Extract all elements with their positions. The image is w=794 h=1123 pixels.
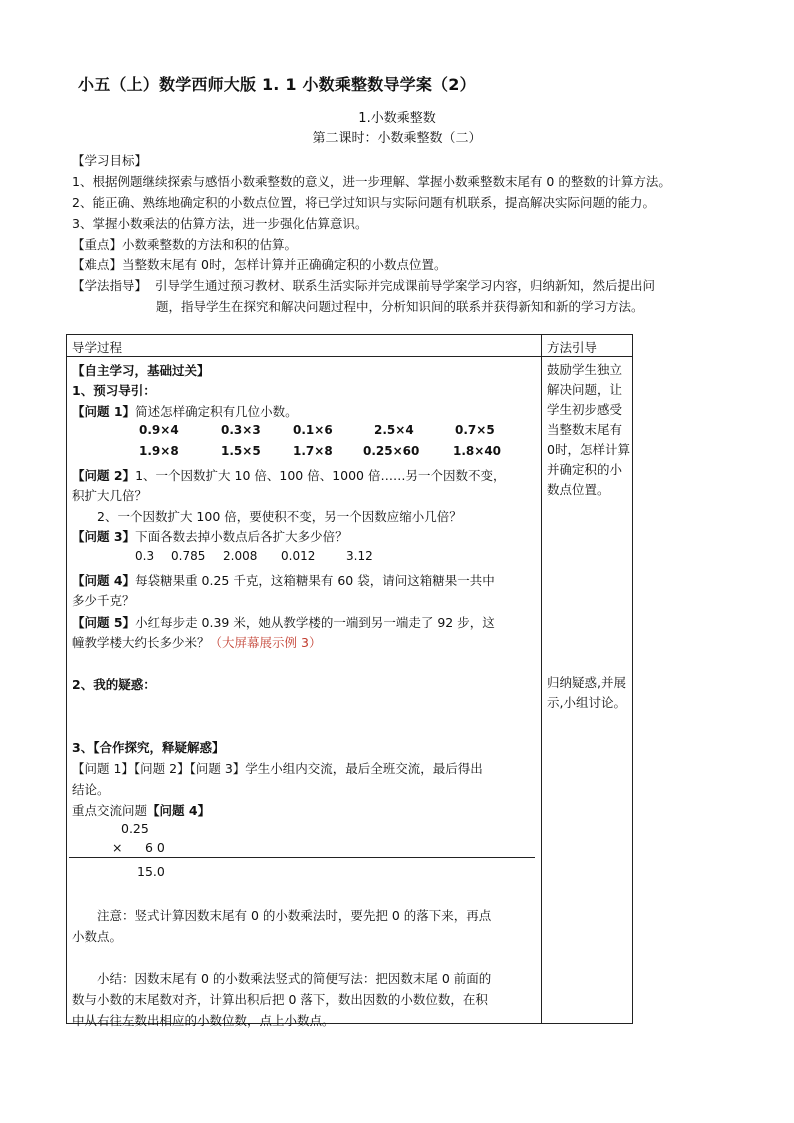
- question-3-label: 【问题 3】: [72, 529, 136, 544]
- document-title: 小五（上）数学西师大版 1. 1 小数乘整数导学案（2）: [78, 75, 476, 94]
- expression: 0.9×4: [139, 423, 179, 437]
- focus-question-label: 【问题 4】: [147, 803, 211, 818]
- question-1-label: 【问题 1】: [72, 404, 136, 419]
- question-2-text-2: 积扩大几倍？: [72, 488, 148, 503]
- method-note-1: 鼓励学生独立解决问题，让学生初步感受当整数末尾有 0时，怎样计算并确定积的小数点位置。: [547, 362, 630, 497]
- question-3: [72, 527, 348, 545]
- calc-multiplicand: 0.25: [121, 821, 149, 836]
- focus-question: [72, 801, 210, 819]
- calc-result: 15.0: [137, 864, 165, 879]
- number: 0.785: [171, 549, 206, 563]
- question-4: [72, 571, 495, 589]
- col-header-method: 方法引导: [547, 340, 598, 355]
- coop-text-1: 【问题 1】【问题 2】【问题 3】学生小组内交流，最后全班交流，最后得出: [72, 761, 483, 776]
- expression: 0.1×6: [293, 423, 333, 437]
- difficult-point-label: 【难点】: [72, 257, 123, 272]
- section-self-study: 【自主学习，基础过关】: [72, 363, 210, 378]
- expression: 1.9×8: [139, 444, 179, 458]
- calc-operator: ×: [112, 840, 123, 855]
- question-5-text-1: 小红每步走 0.39 米，她从教学楼的一端到另一端走了 92 步，这: [135, 615, 495, 630]
- section-cooperative-title: 【合作探究，释疑解惑】: [93, 740, 225, 755]
- my-doubts: 2、我的疑惑：: [72, 677, 156, 692]
- header-divider: [67, 356, 632, 357]
- q3-numbers-row: [135, 549, 373, 563]
- lesson-subtitle: 第二课时：小数乘整数（二）: [312, 131, 482, 146]
- question-2-label: 【问题 2】: [72, 468, 136, 483]
- section-cooperative: [72, 738, 224, 756]
- question-2: [72, 466, 506, 484]
- summary-text-2: 数与小数的末尾数对齐，计算出积后把 0 落下，数出因数的小数位数，在积: [72, 992, 488, 1007]
- difficult-point-text: 当整数末尾有 0时，怎样计算并正确确定积的小数点位置。: [122, 257, 447, 272]
- q1-expressions-row-2: [139, 444, 501, 458]
- expression: 1.8×40: [453, 444, 502, 458]
- number: 0.3: [135, 549, 155, 563]
- expression: 1.5×5: [221, 444, 261, 458]
- focus-question-prefix: 重点交流问题: [72, 803, 148, 818]
- expression: 1.7×8: [293, 444, 333, 458]
- expression: 0.25×60: [363, 444, 420, 458]
- column-divider: [541, 335, 542, 1023]
- number: 2.008: [223, 549, 258, 563]
- expression: 2.5×4: [374, 423, 414, 437]
- summary-text-3: 中从右往左数出相应的小数位数，点上小数点。: [72, 1013, 335, 1028]
- method-guidance-text-2: 题，指导学生在探究和解决问题过程中，分析知识间的联系并获得新知和新的学习方法。: [156, 299, 644, 314]
- guide-table: [66, 334, 633, 1028]
- col-header-process: 导学过程: [72, 340, 123, 355]
- expression: 0.7×5: [455, 423, 495, 437]
- key-point-label: 【重点】: [72, 237, 123, 252]
- calc-divider: [69, 857, 535, 858]
- question-5-text-2: [72, 633, 321, 651]
- q1-expressions-row-1: [139, 423, 495, 437]
- key-point-text: 小数乘整数的方法和积的估算。: [122, 237, 298, 252]
- preview-guide: 1、预习导引：: [72, 383, 156, 398]
- coop-text-2: 结论。: [72, 782, 110, 797]
- question-5-label: 【问题 5】: [72, 615, 136, 630]
- question-1: [72, 402, 298, 420]
- question-4-text-2: 多少千克？: [72, 593, 135, 608]
- objective-1: 1、根据例题继续探索与感悟小数乘整数的意义，进一步理解、掌握小数乘整数末尾有 0 的整数的计算方法。: [72, 174, 671, 189]
- question-2-text-1: 1、一个因数扩大 10 倍、100 倍、1000 倍……另一个因数不变，: [135, 468, 506, 483]
- question-4-label: 【问题 4】: [72, 573, 136, 588]
- number: 3.12: [346, 549, 373, 563]
- question-5: [72, 613, 495, 631]
- summary-text-1: 小结：因数末尾有 0 的小数乘法竖式的简便写法：把因数末尾 0 前面的: [97, 971, 492, 986]
- question-1-text: 简述怎样确定积有几位小数。: [135, 404, 298, 419]
- expression: 0.3×3: [221, 423, 261, 437]
- question-5-text-2-main: 幢教学楼大约长多少米？: [72, 635, 210, 650]
- method-note-2: 归纳疑惑,并展示,小组讨论。: [547, 675, 626, 710]
- number: 0.012: [281, 549, 316, 563]
- difficult-point: [72, 255, 446, 273]
- question-4-text-1: 每袋糖果重 0.25 千克，这箱糖果有 60 袋，请问这箱糖果一共中: [135, 573, 495, 588]
- calc-multiplier: 6 0: [145, 840, 165, 855]
- objective-3: 3、掌握小数乘法的估算方法，进一步强化估算意识。: [72, 216, 368, 231]
- method-guidance: [72, 276, 655, 294]
- note-text-1: 注意：竖式计算因数末尾有 0 的小数乘法时，要先把 0 的落下来，再点: [97, 908, 492, 923]
- key-point: [72, 235, 297, 253]
- method-guidance-text-1: 引导学生通过预习教材、联系生活实际并完成课前导学案学习内容，归纳新知，然后提出问: [154, 278, 655, 293]
- objectives-header: 【学习目标】: [72, 153, 148, 168]
- section-cooperative-number: 3、: [72, 740, 94, 755]
- method-guidance-label: 【学法指导】: [72, 278, 148, 293]
- question-3-text: 下面各数去掉小数点后各扩大多少倍？: [135, 529, 348, 544]
- note-text-2: 小数点。: [72, 929, 123, 944]
- objective-2: 2、能正确、熟练地确定积的小数点位置，将已学过知识与实际问题有机联系，提高解决实际问题的能力。: [72, 195, 655, 210]
- lesson-title: 1.小数乘整数: [358, 111, 436, 126]
- big-screen-note: （大屏幕展示例 3）: [209, 635, 322, 650]
- question-2-text-3: 2、一个因数扩大 100 倍，要使积不变，另一个因数应缩小几倍？: [97, 509, 462, 524]
